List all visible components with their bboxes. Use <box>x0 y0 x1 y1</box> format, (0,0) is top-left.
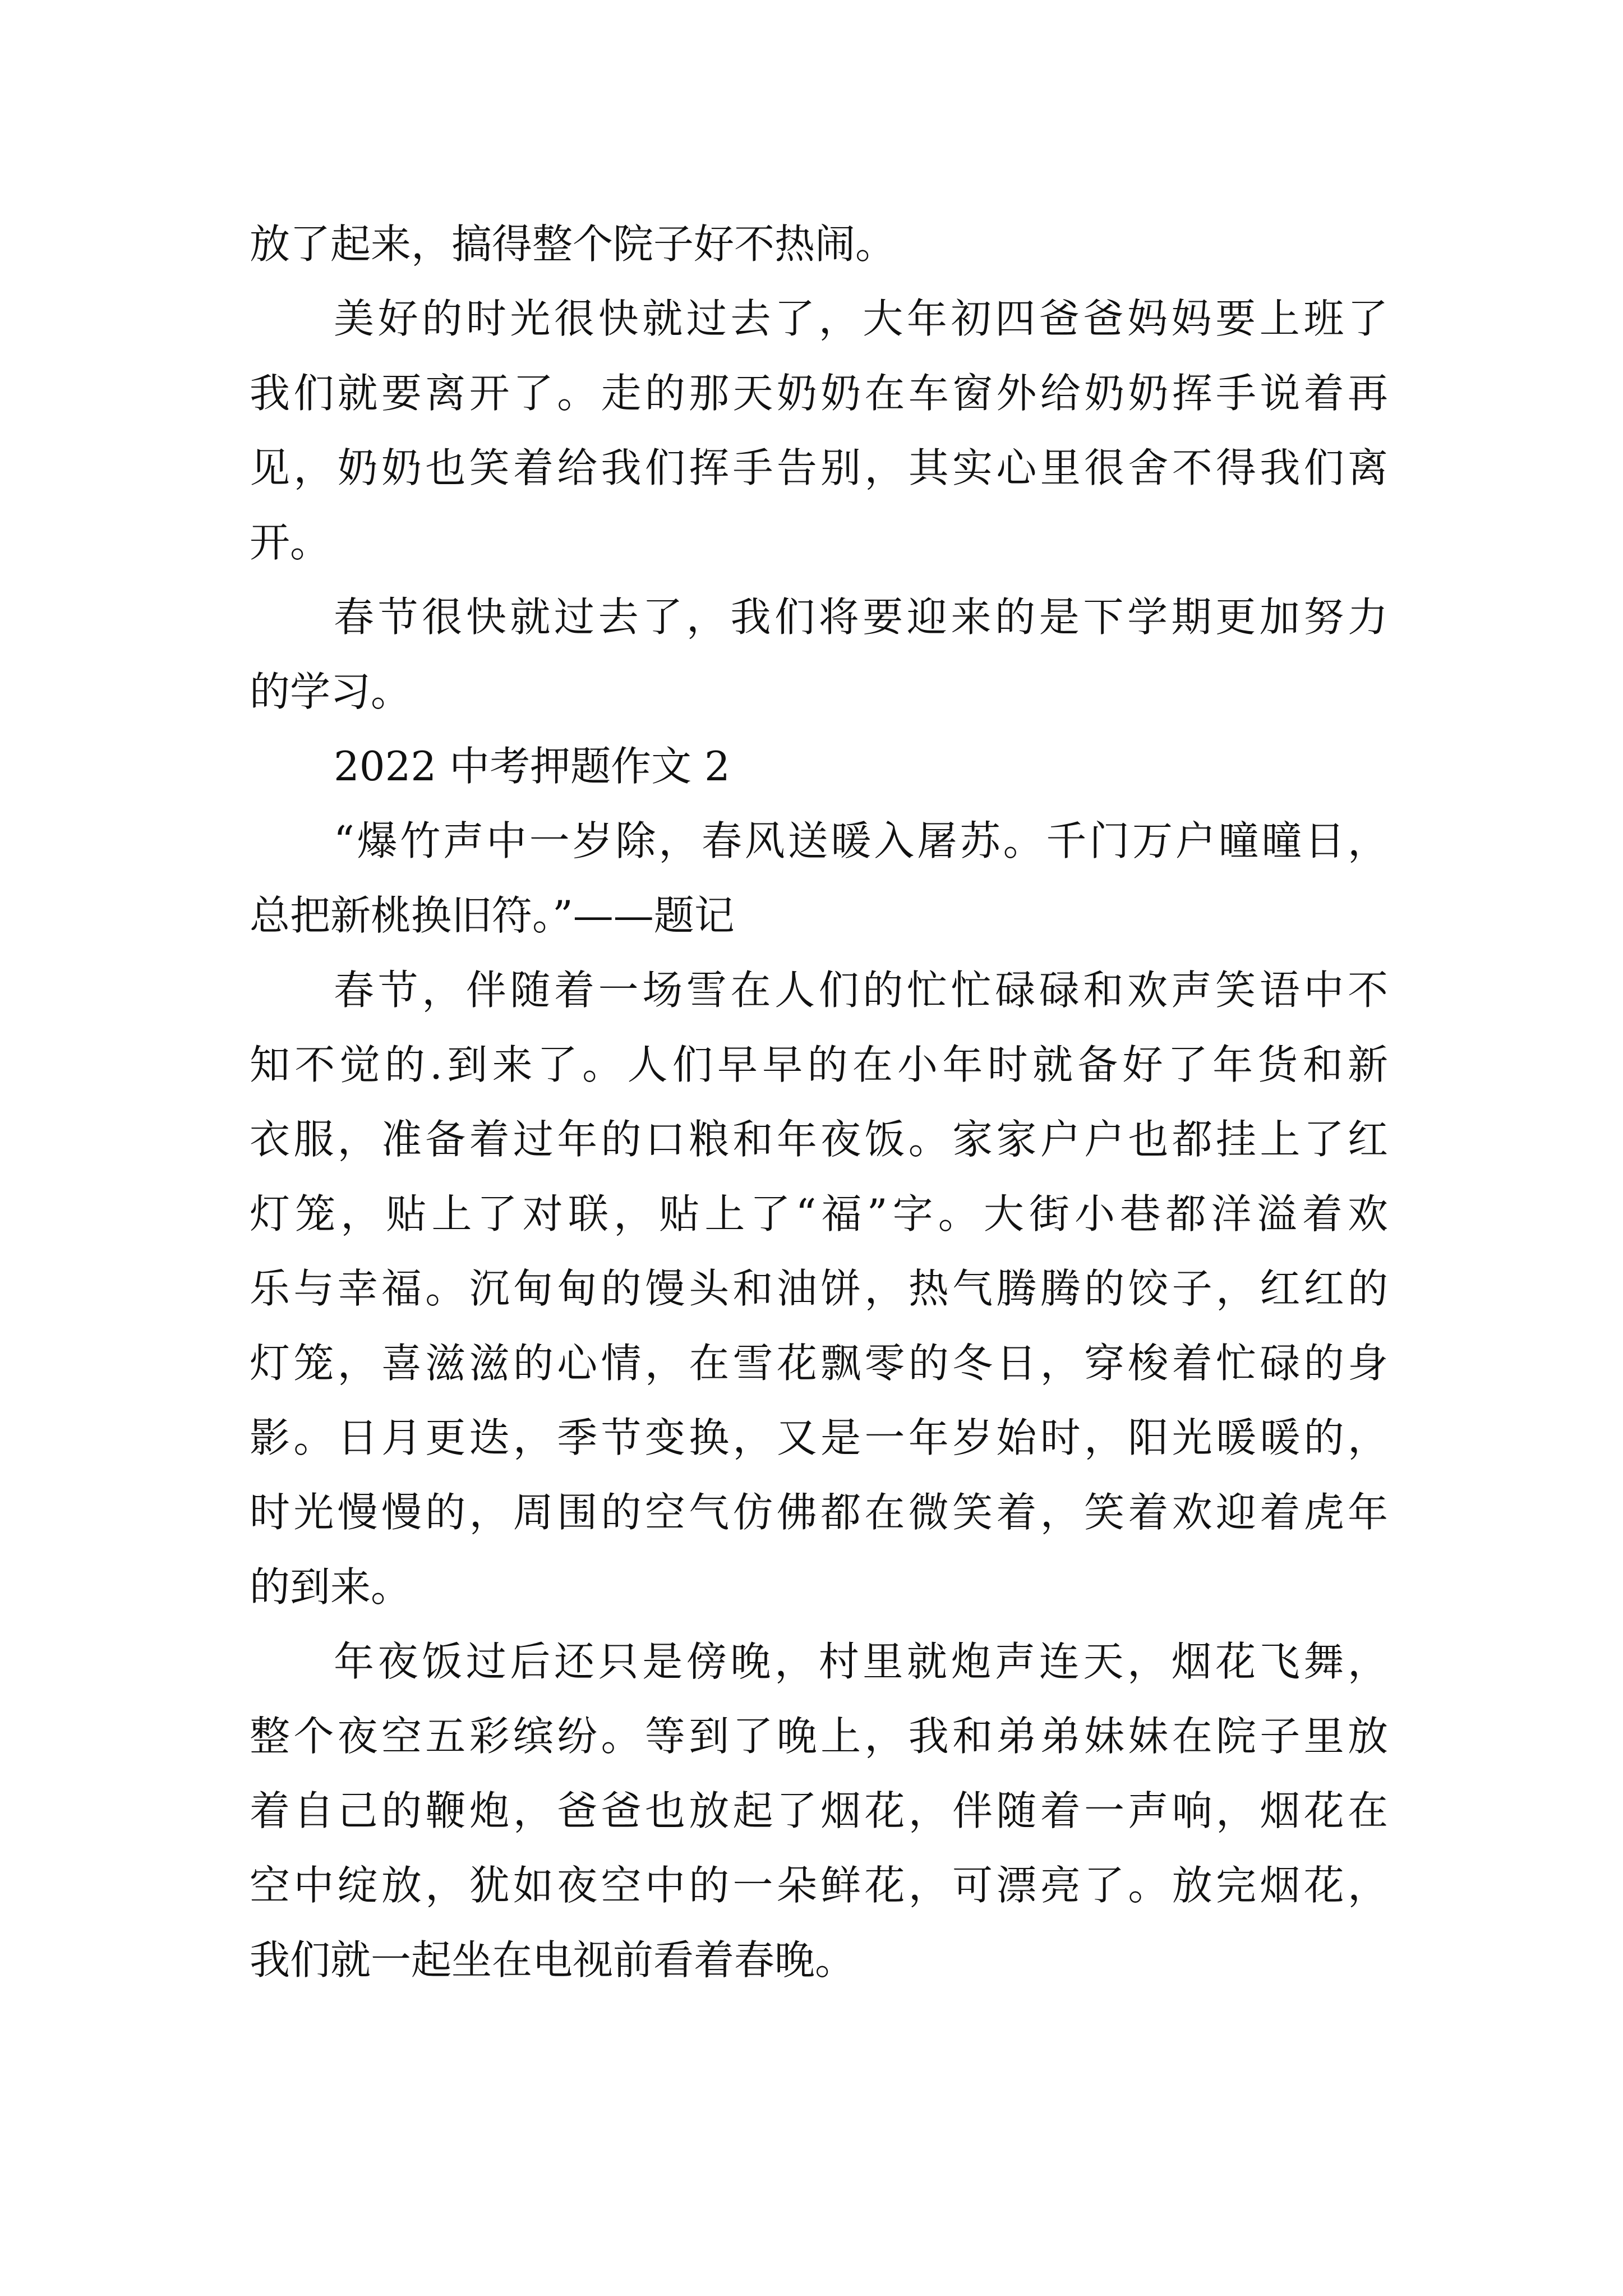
text-line-13: 衣服，准备着过年的口粮和年夜饭。家家户户也都挂上了红 <box>250 1116 1388 1163</box>
text-line-24: 我们就一起坐在电视前看着春晚。 <box>250 1936 856 1984</box>
text-line-10: 总把新桃换旧符。”——题记 <box>250 892 735 939</box>
text-line-19: 的到来。 <box>250 1563 412 1611</box>
text-line-15: 乐与幸福。沉甸甸的馒头和油饼，热气腾腾的饺子，红红的 <box>250 1265 1388 1312</box>
text-line-20: 年夜饭过后还只是傍晚，村里就炮声连天，烟花飞舞， <box>334 1638 1388 1685</box>
text-line-7: 的学习。 <box>250 668 412 715</box>
text-line-9: “爆竹声中一岁除，春风送暖入屠苏。千门万户曈曈日， <box>334 817 1388 864</box>
text-line-4: 见，奶奶也笑着给我们挥手告别，其实心里很舍不得我们离 <box>250 444 1388 491</box>
text-line-18: 时光慢慢的，周围的空气仿佛都在微笑着，笑着欢迎着虎年 <box>250 1489 1388 1536</box>
text-line-1: 放了起来，搞得整个院子好不热闹。 <box>250 220 896 268</box>
text-line-14: 灯笼，贴上了对联，贴上了“福”字。大街小巷都洋溢着欢 <box>250 1190 1388 1237</box>
text-line-12: 知不觉的.到来了。人们早早的在小年时就备好了年货和新 <box>250 1041 1388 1088</box>
text-line-16: 灯笼，喜滋滋的心情，在雪花飘零的冬日，穿梭着忙碌的身 <box>250 1340 1388 1387</box>
text-line-21: 整个夜空五彩缤纷。等到了晚上，我和弟弟妹妹在院子里放 <box>250 1713 1388 1760</box>
text-line-6: 春节很快就过去了，我们将要迎来的是下学期更加努力 <box>334 593 1388 641</box>
text-line-2: 美好的时光很快就过去了，大年初四爸爸妈妈要上班了 <box>334 295 1388 342</box>
text-line-17: 影。日月更迭，季节变换，又是一年岁始时，阳光暖暖的， <box>250 1414 1388 1461</box>
text-line-3: 我们就要离开了。走的那天奶奶在车窗外给奶奶挥手说着再 <box>250 370 1388 417</box>
essay-heading: 2022 中考押题作文 2 <box>334 743 730 790</box>
text-line-23: 空中绽放，犹如夜空中的一朵鲜花，可漂亮了。放完烟花， <box>250 1862 1388 1909</box>
text-line-5: 开。 <box>250 519 331 566</box>
text-line-11: 春节，伴随着一场雪在人们的忙忙碌碌和欢声笑语中不 <box>334 967 1388 1014</box>
text-line-22: 着自己的鞭炮，爸爸也放起了烟花，伴随着一声响，烟花在 <box>250 1787 1388 1834</box>
